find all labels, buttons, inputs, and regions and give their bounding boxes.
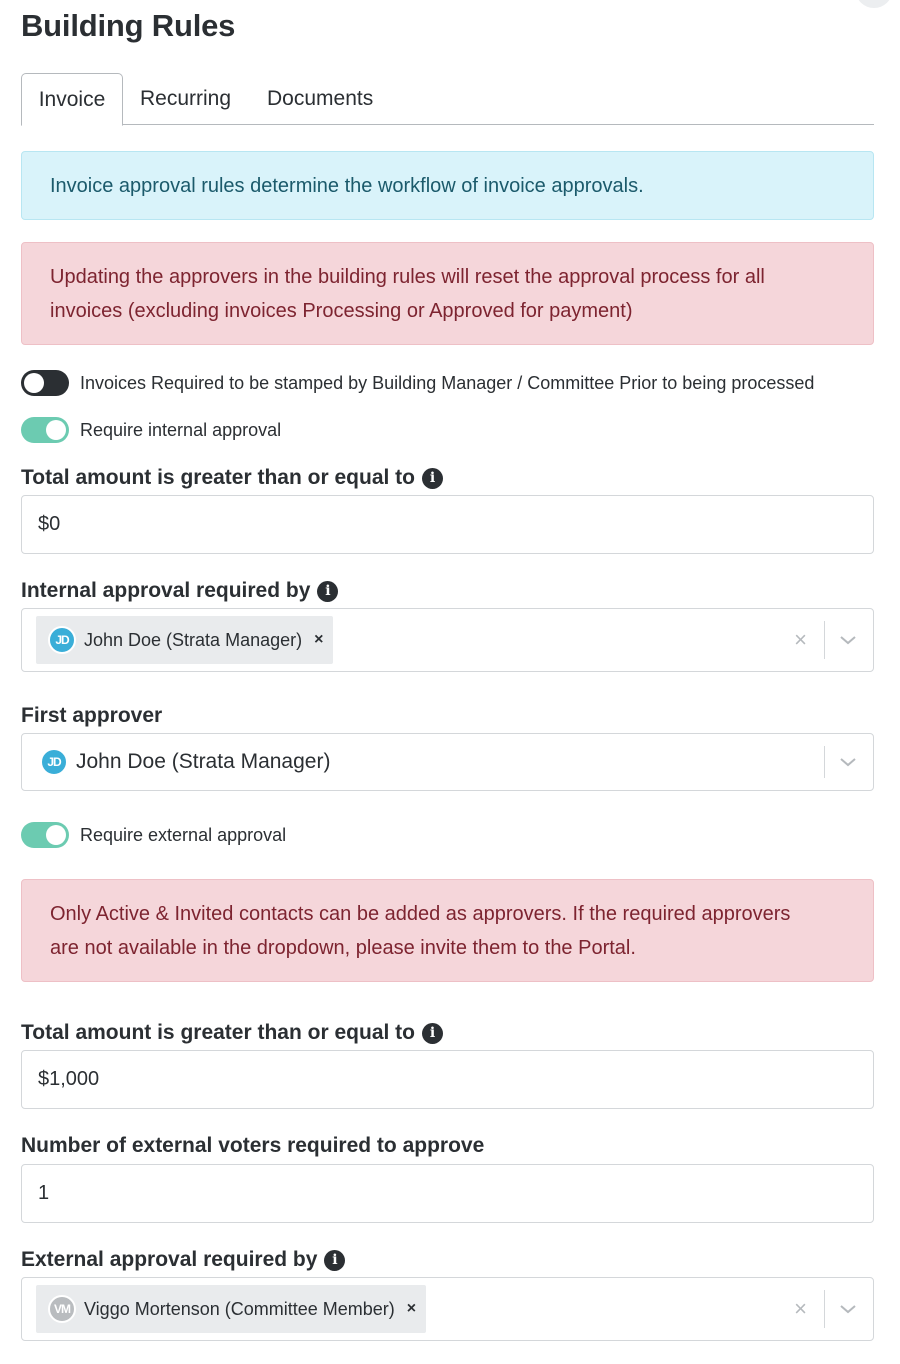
stamped-toggle[interactable] (21, 370, 69, 396)
info-alert (21, 151, 874, 220)
external-voters-label-text: Number of external voters required to approve (21, 1134, 485, 1157)
tab-bar (21, 73, 874, 125)
selected-approver-chip (36, 616, 333, 664)
external-required-by-select[interactable] (21, 1277, 874, 1341)
first-approver-value (40, 734, 330, 790)
reset-warning-alert (21, 242, 874, 345)
external-amount-label-text: Total amount is greater than or equal to (21, 1021, 415, 1044)
contacts-warning-alert (21, 879, 874, 982)
chip-label: John Doe (Strata Manager) (84, 629, 303, 650)
page-title: Building Rules (21, 8, 236, 43)
chip-label: Viggo Mortenson (Committee Member) (84, 1298, 395, 1319)
reset-warning-line-1: Updating the approvers in the building rules will reset the approval process for all (50, 266, 765, 288)
clear-icon[interactable]: × (794, 627, 807, 652)
avatar: JD (40, 748, 68, 776)
internal-required-by-label-text: Internal approval required by (21, 579, 311, 602)
external-amount-label (21, 1021, 443, 1045)
external-required-by-label-text: External approval required by (21, 1248, 318, 1271)
chevron-down-icon[interactable] (839, 1303, 857, 1315)
select-separator (824, 1290, 825, 1328)
close-panel-button[interactable] (856, 0, 892, 8)
reset-warning-line-2: invoices (excluding invoices Processing or Approved for payment) (50, 300, 633, 322)
internal-approval-toggle[interactable] (21, 417, 69, 443)
chevron-down-icon[interactable] (839, 634, 857, 646)
external-amount-input[interactable]: $1,000 (21, 1050, 874, 1109)
avatar: VM (48, 1295, 76, 1323)
external-approval-toggle-row (21, 822, 286, 848)
external-required-by-label (21, 1248, 345, 1272)
internal-amount-input[interactable]: $0 (21, 495, 874, 554)
info-icon[interactable]: i (317, 581, 338, 602)
info-alert-text: Invoice approval rules determine the workflow of invoice approvals. (50, 175, 644, 197)
internal-required-by-select[interactable] (21, 608, 874, 672)
first-approver-label-text: First approver (21, 704, 163, 727)
internal-approval-toggle-label: Require internal approval (80, 419, 282, 440)
stamped-toggle-row (21, 370, 814, 396)
internal-required-by-label (21, 579, 338, 603)
info-icon[interactable]: i (422, 1023, 443, 1044)
first-approver-name: John Doe (Strata Manager) (76, 750, 331, 773)
select-separator (824, 621, 825, 659)
external-voters-input[interactable]: 1 (21, 1164, 874, 1223)
avatar: JD (48, 626, 76, 654)
clear-icon[interactable]: × (794, 1296, 807, 1321)
first-approver-select[interactable] (21, 733, 874, 791)
external-approval-toggle-label: Require external approval (80, 824, 287, 845)
external-approval-toggle[interactable] (21, 822, 69, 848)
selected-approver-chip (36, 1285, 426, 1333)
info-icon[interactable]: i (324, 1250, 345, 1271)
tab-documents[interactable]: Documents (267, 87, 374, 110)
close-icon[interactable]: × (314, 631, 324, 648)
close-icon[interactable]: × (406, 1300, 417, 1317)
internal-amount-label-text: Total amount is greater than or equal to (21, 466, 415, 489)
info-icon[interactable]: i (422, 468, 443, 489)
external-voters-label (21, 1134, 484, 1158)
tab-recurring[interactable]: Recurring (140, 87, 232, 110)
tab-invoice[interactable]: Invoice (21, 73, 123, 126)
chevron-down-icon[interactable] (839, 756, 857, 768)
select-separator (824, 746, 825, 778)
stamped-toggle-label: Invoices Required to be stamped by Building Manager / Committee Prior to being processed (80, 372, 815, 393)
internal-amount-label (21, 466, 443, 490)
first-approver-label (21, 704, 162, 728)
contacts-warning-line-1: Only Active & Invited contacts can be added as approvers. If the required approvers (50, 903, 791, 925)
internal-approval-toggle-row (21, 417, 281, 443)
contacts-warning-line-2: are not available in the dropdown, please invite them to the Portal. (50, 937, 636, 959)
